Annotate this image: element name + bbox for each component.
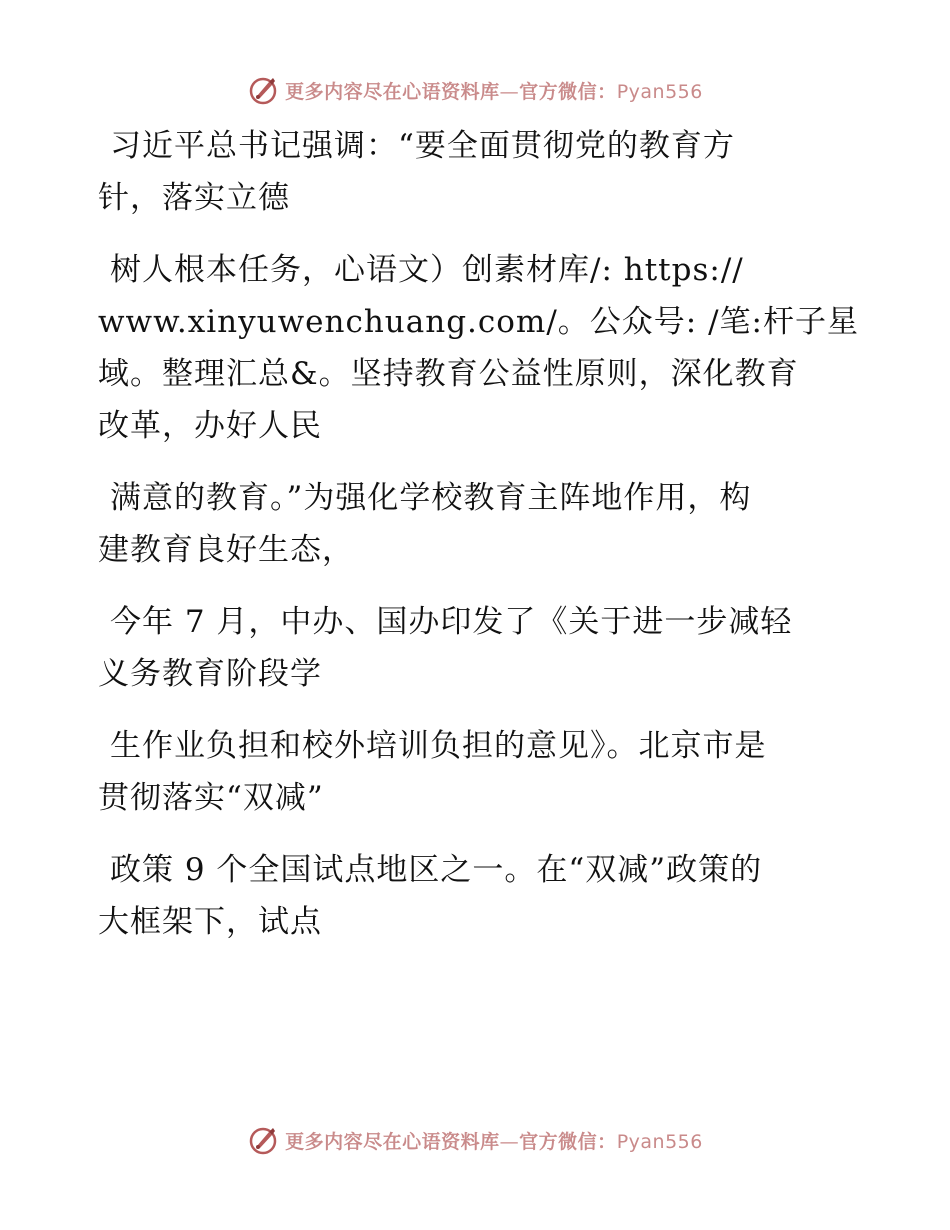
paragraph <box>98 472 858 576</box>
paragraph <box>98 844 858 948</box>
text-line: www.xinyuwenchuang.com/。公众号: /笔:杆子星 <box>98 304 859 340</box>
text-line: 域。整理汇总&。坚持教育公益性原则，深化教育 <box>98 356 799 392</box>
banner-main-text: 更多内容尽在心语资料库 <box>285 80 500 103</box>
writing-hand-icon <box>247 74 279 106</box>
text-line: 建教育良好生态， <box>98 532 354 568</box>
banner-dash: — <box>499 1130 520 1153</box>
document-body <box>98 120 858 968</box>
header-banner <box>0 70 950 110</box>
banner-wechat-id: Pyan556 <box>616 80 703 103</box>
text-line: 生作业负担和校外培训负担的意见》。北京市是 <box>110 728 767 764</box>
footer-banner <box>0 1120 950 1160</box>
banner-main-text: 更多内容尽在心语资料库 <box>285 1130 500 1153</box>
text-line: 政策 9 个全国试点地区之一。在“双减”政策的 <box>110 852 763 888</box>
banner-wechat-label: 官方微信： <box>519 1130 617 1153</box>
text-line: 贯彻落实“双减” <box>98 780 324 816</box>
writing-hand-icon <box>247 1124 279 1156</box>
text-line: 改革，办好人民 <box>98 408 322 444</box>
text-line: 针，落实立德 <box>98 180 290 216</box>
paragraph <box>98 244 858 452</box>
banner-text <box>285 1127 703 1154</box>
banner-wechat-id: Pyan556 <box>616 1130 703 1153</box>
text-line: 义务教育阶段学 <box>98 656 322 692</box>
paragraph <box>98 120 858 224</box>
paragraph <box>98 720 858 824</box>
text-line: 大框架下，试点 <box>98 904 322 940</box>
banner-text <box>285 77 703 104</box>
text-line: 满意的教育。”为强化学校教育主阵地作用，构 <box>110 480 752 516</box>
text-line: 树人根本任务，心语文）创素材库/: https:// <box>110 252 744 288</box>
text-line: 习近平总书记强调：“要全面贯彻党的教育方 <box>110 128 735 164</box>
banner-wechat-label: 官方微信： <box>519 80 617 103</box>
banner-dash: — <box>499 80 520 103</box>
paragraph <box>98 596 858 700</box>
text-line: 今年 7 月，中办、国办印发了《关于进一步减轻 <box>110 604 793 640</box>
